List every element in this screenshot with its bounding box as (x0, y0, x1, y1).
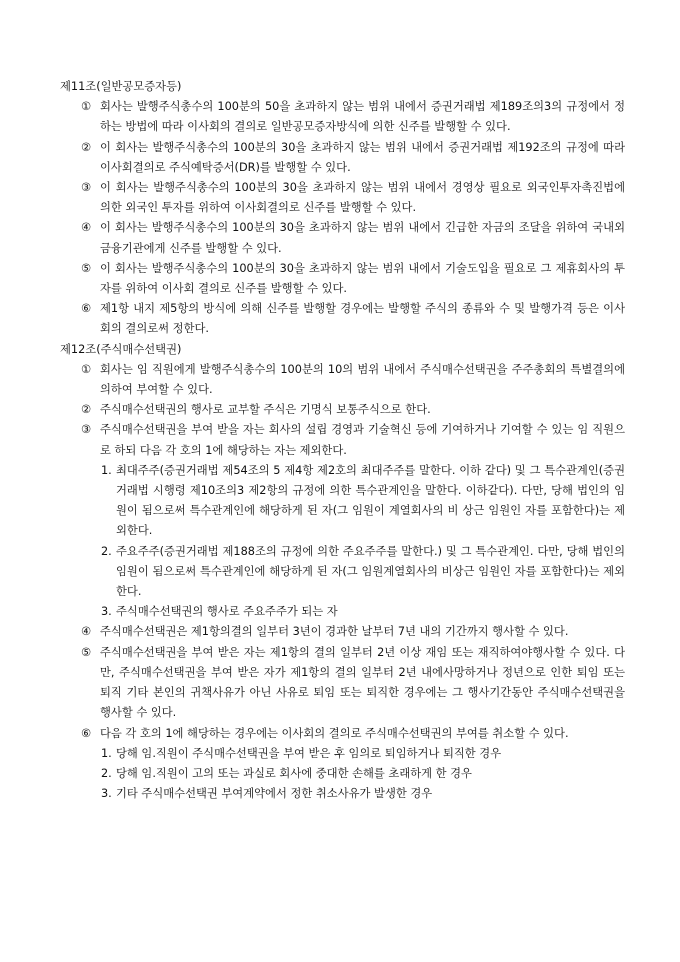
paragraph-text: 이 회사는 발행주식총수의 100분의 30을 초과하지 않는 범위 내에서 증권거래법 제192조의 규정에 따라 이사회결의로 주식예탁증서(DR)를 발행할 수 있다. (100, 140, 625, 174)
document-body (60, 77, 625, 804)
paragraph-text: 회사는 임 직원에게 발행주식총수의 100분의 10의 범위 내에서 주식매수선택권을 주주총회의 특별결의에 의하여 부여할 수 있다. (100, 362, 625, 397)
paragraph-number: ④ (81, 625, 92, 639)
sub-item-text: 주요주주(증권거래법 제188조의 규정에 의한 주요주주를 말한다.) 및 그 특수관계인. 다만, 당해 법인의 임원이 됨으로써 특수관계인에 해당하게 된 자(그 임원계열회사의 비상근 임원인 자를 포함한다)는 제외한다. (116, 544, 625, 599)
paragraph-text: 이 회사는 발행주식총수의 100분의 30을 초과하지 않는 범위 내에서 긴급한 자금의 조달을 위하여 국내외 금융기관에게 신주를 발행할 수 있다. (100, 221, 625, 255)
paragraph-number: ① (81, 100, 92, 114)
paragraph (60, 643, 625, 724)
sub-item-text: 최대주주(증권거래법 제54조의 5 제4항 제2호의 최대주주를 말한다. 이하 같다) 및 그 특수관계인(증권거래법 시행령 제10조의3 제2항의 규정에 의한 특수관계인을 말한다. 이하같다). 다만, 당해 법인의 임원이 됨으로써 특수관계인에 해당하게 된 자(그 임원이 계열회사의 비 상근 임원인 자를 포함한다)는 제외한다. (116, 463, 625, 538)
sub-item-number: 1. (101, 746, 112, 760)
paragraph-number: ⑤ (81, 261, 92, 275)
paragraph (60, 420, 625, 460)
paragraph (60, 724, 625, 744)
paragraph (60, 400, 625, 420)
sub-item-number: 2. (101, 766, 112, 780)
sub-item (60, 461, 625, 542)
sub-item-text: 기타 주식매수선택권 부여계약에서 정한 취소사유가 발생한 경우 (116, 787, 433, 801)
paragraph-number: ④ (81, 221, 92, 235)
paragraph-number: ① (81, 362, 92, 376)
paragraph-text: 주식매수선택권을 부여 받은 자는 제1항의 결의 일부터 2년 이상 재임 또는 재직하여야행사할 수 있다. 다만, 주식매수선택권을 부여 받은 자가 제1항의 결의 일부터 2년 내에사망하거나 정년으로 인한 퇴임 또는 퇴직 기타 본인의 귀책사유가 아닌 사유로 퇴임 또는 퇴직한 경우에는 그 행사기간동안 주식매수선택권을 행사할 수 있다. (100, 645, 625, 720)
article-title: 제12조(주식매수선택권) (60, 342, 182, 356)
sub-item (60, 744, 625, 764)
sub-item-number: 2. (101, 544, 112, 558)
paragraph-text: 제1항 내지 제5항의 방식에 의해 신주를 발행할 경우에는 발행할 주식의 종류와 수 및 발행가격 등은 이사회의 결의로써 정한다. (100, 302, 625, 336)
paragraph (60, 138, 625, 178)
article-title: 제11조(일반공모증자등) (60, 80, 182, 93)
paragraph (60, 218, 625, 258)
paragraph-text: 주식매수선택권은 제1항의결의 일부터 3년이 경과한 날부터 7년 내의 기간까지 행사할 수 있다. (100, 625, 569, 639)
sub-item (60, 542, 625, 603)
article-11 (60, 77, 625, 340)
paragraph-text: 주식매수선택권을 부여 받을 자는 회사의 설립 경영과 기술혁신 등에 기여하거나 기여할 수 있는 임 직원으로 하되 다음 각 호의 1에 해당하는 자는 제외한다. (100, 423, 625, 457)
paragraph-number: ③ (81, 423, 92, 437)
paragraph-number: ⑥ (81, 302, 92, 316)
paragraph (60, 299, 625, 339)
paragraph-text: 이 회사는 발행주식총수의 100분의 30을 초과하지 않는 범위 내에서 경영상 필요로 외국인투자촉진법에 의한 외국인 투자를 위하여 이사회결의로 신주를 발행할 수 있다. (100, 181, 625, 215)
sub-item (60, 764, 625, 784)
paragraph-text: 다음 각 호의 1에 해당하는 경우에는 이사회의 결의로 주식매수선택권의 부여를 취소할 수 있다. (100, 726, 569, 740)
sub-item (60, 602, 625, 622)
paragraph (60, 259, 625, 299)
paragraph-number: ② (81, 403, 92, 417)
paragraph-number: ⑤ (81, 645, 92, 659)
sub-item (60, 784, 625, 804)
paragraph (60, 622, 625, 642)
paragraph (60, 97, 625, 137)
paragraph-text: 회사는 발행주식총수의 100분의 50을 초과하지 않는 범위 내에서 증권거래법 제189조의3의 규정에서 정하는 방법에 따라 이사회의 결의로 일반공모증자방식에 의한 신주를 발행할 수 있다. (100, 100, 625, 134)
paragraph-text: 이 회사는 발행주식총수의 100분의 30을 초과하지 않는 범위 내에서 기술도입을 필요로 그 제휴회사의 투자를 위하여 이사회 결의로 신주를 발행할 수 있다. (100, 261, 625, 296)
paragraph (60, 178, 625, 218)
sub-item-text: 당해 임.직원이 주식매수선택권을 부여 받은 후 임의로 퇴임하거나 퇴직한 경우 (116, 746, 502, 760)
paragraph (60, 360, 625, 400)
article-12 (60, 340, 625, 805)
paragraph-text: 주식매수선택권의 행사로 교부할 주식은 기명식 보통주식으로 한다. (100, 403, 431, 417)
paragraph-number: ② (81, 140, 92, 154)
paragraph-number: ③ (81, 181, 92, 195)
sub-item-number: 3. (101, 787, 112, 801)
sub-item-number: 1. (101, 463, 112, 477)
sub-item-text: 당해 임.직원이 고의 또는 과실로 회사에 중대한 손해를 초래하게 한 경우 (116, 766, 472, 780)
sub-item-text: 주식매수선택권의 행사로 주요주주가 되는 자 (116, 605, 338, 619)
paragraph-number: ⑥ (81, 726, 92, 740)
sub-item-number: 3. (101, 605, 112, 619)
